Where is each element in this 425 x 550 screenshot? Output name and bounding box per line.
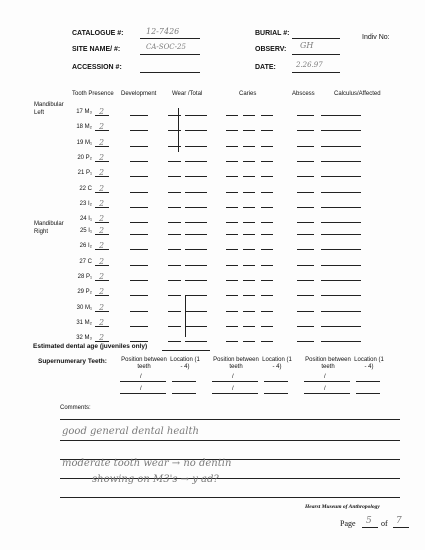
field-line[interactable]	[95, 115, 109, 116]
supernumerary-location-field[interactable]	[264, 393, 288, 394]
field-line[interactable]	[261, 295, 273, 296]
tooth-label: 17 M₃	[76, 109, 92, 115]
field-line[interactable]	[321, 130, 361, 131]
wear-mark-lower	[185, 295, 186, 337]
field-line[interactable]	[321, 311, 361, 312]
slash-separator: /	[324, 374, 326, 380]
tooth-label: 19 M₁	[76, 139, 92, 146]
slash-separator: /	[140, 374, 142, 380]
field-line[interactable]	[321, 207, 361, 208]
field-line[interactable]	[130, 192, 148, 193]
accession-label: ACCESSION #:	[72, 64, 122, 71]
wear-mark-upper	[178, 108, 179, 152]
field-line[interactable]	[226, 176, 238, 177]
field-line[interactable]	[261, 249, 273, 250]
tooth-label: 29 P₂	[77, 289, 92, 296]
field-line[interactable]	[185, 249, 207, 250]
tooth-label: 23 I₂	[79, 200, 92, 207]
field-line[interactable]	[226, 280, 238, 281]
slash-separator: /	[232, 374, 234, 380]
page-label: Page	[340, 519, 356, 528]
field-line[interactable]	[168, 207, 181, 208]
tooth-presence-value: 2	[99, 226, 105, 235]
comment-line-1	[60, 419, 400, 420]
dental-age-line	[162, 350, 210, 351]
page-number: 5	[366, 516, 372, 526]
tooth-label: 32 M₃	[76, 335, 92, 342]
field-line[interactable]	[243, 326, 255, 327]
col-calculus: Calculus/Affected	[334, 91, 381, 97]
field-line[interactable]	[185, 234, 207, 235]
field-line[interactable]	[185, 326, 207, 327]
field-line[interactable]	[297, 192, 314, 193]
tooth-presence-value: 2	[99, 287, 105, 297]
field-line[interactable]	[297, 130, 314, 131]
field-line[interactable]	[185, 115, 207, 116]
field-line[interactable]	[130, 295, 148, 296]
field-line[interactable]	[321, 249, 361, 250]
field-line[interactable]	[130, 176, 148, 177]
dental-age-label: Estimated dental age (juveniles only)	[33, 343, 148, 350]
tooth-label: 31 M₂	[76, 319, 92, 326]
tooth-label: 30 M₁	[76, 304, 92, 311]
burial-label: BURIAL #:	[255, 30, 290, 37]
field-line[interactable]	[226, 326, 238, 327]
field-line[interactable]	[321, 326, 361, 327]
location-header: Location (1 - 4)	[170, 357, 200, 370]
field-line[interactable]	[321, 280, 361, 281]
field-line[interactable]	[261, 192, 273, 193]
section-mandibular-left: Mandibular Left	[34, 102, 64, 116]
field-line[interactable]	[321, 176, 361, 177]
field-line[interactable]	[321, 192, 361, 193]
field-line[interactable]	[168, 222, 181, 223]
field-line[interactable]	[95, 207, 109, 208]
tooth-presence-value: 2	[99, 168, 105, 178]
field-line[interactable]	[261, 234, 273, 235]
location-header: Location (1 - 4)	[354, 357, 384, 370]
field-line[interactable]	[297, 249, 314, 250]
field-line[interactable]	[243, 146, 255, 147]
position-between-teeth-header: Position between teeth	[305, 357, 351, 370]
field-line[interactable]	[168, 265, 181, 266]
field-line[interactable]	[297, 295, 314, 296]
supernumerary-location-field[interactable]	[264, 381, 288, 382]
date-label: DATE:	[255, 64, 276, 71]
field-line[interactable]	[130, 115, 148, 116]
indiv-no-label: Indiv No:	[362, 34, 390, 41]
field-line[interactable]	[95, 234, 109, 235]
field-line[interactable]	[243, 265, 255, 266]
field-line[interactable]	[95, 130, 109, 131]
col-caries: Caries	[239, 91, 257, 97]
field-line[interactable]	[95, 161, 109, 162]
supernumerary-location-field[interactable]	[356, 381, 380, 382]
field-line[interactable]	[95, 326, 109, 327]
field-line[interactable]	[226, 115, 238, 116]
field-line[interactable]	[95, 176, 109, 177]
supernumerary-position-field[interactable]	[212, 381, 258, 382]
field-line[interactable]	[185, 222, 207, 223]
field-line[interactable]	[130, 249, 148, 250]
field-line[interactable]	[185, 130, 207, 131]
field-line[interactable]	[321, 265, 361, 266]
tooth-presence-value: 2	[99, 241, 105, 251]
position-between-teeth-header: Position between teeth	[213, 357, 259, 370]
field-line[interactable]	[95, 249, 109, 250]
field-line[interactable]	[168, 341, 181, 342]
field-line[interactable]	[130, 265, 148, 266]
field-line[interactable]	[226, 207, 238, 208]
catalogue-line	[140, 38, 200, 39]
field-line[interactable]	[168, 249, 181, 250]
site-label: SITE NAME/ #:	[72, 46, 121, 53]
slash-separator: /	[232, 386, 234, 392]
observer-label: OBSERV:	[255, 46, 287, 53]
field-line[interactable]	[168, 311, 181, 312]
col-wear-total: Wear /Total	[172, 91, 203, 97]
tooth-presence-value: 2	[99, 152, 105, 162]
tooth-presence-value: 2	[99, 317, 105, 327]
field-line[interactable]	[185, 280, 207, 281]
field-line[interactable]	[321, 161, 361, 162]
field-line[interactable]	[261, 341, 273, 342]
field-line[interactable]	[130, 311, 148, 312]
field-line[interactable]	[130, 146, 148, 147]
field-line[interactable]	[95, 146, 109, 147]
field-line[interactable]	[297, 326, 314, 327]
field-line[interactable]	[261, 326, 273, 327]
tooth-label: 27 C	[79, 258, 92, 265]
field-line[interactable]	[168, 115, 181, 116]
field-line[interactable]	[321, 234, 361, 235]
field-line[interactable]	[243, 130, 255, 131]
field-line[interactable]	[168, 326, 181, 327]
field-line[interactable]	[297, 341, 314, 342]
field-line[interactable]	[297, 311, 314, 312]
col-development: Development	[121, 91, 157, 97]
supernumerary-label: Supernumerary Teeth:	[38, 358, 107, 365]
field-line[interactable]	[261, 115, 273, 116]
field-line[interactable]	[226, 161, 238, 162]
field-line[interactable]	[130, 341, 148, 342]
field-line[interactable]	[297, 280, 314, 281]
field-line[interactable]	[168, 234, 181, 235]
field-line[interactable]	[226, 249, 238, 250]
field-line[interactable]	[243, 311, 255, 312]
field-line[interactable]	[95, 265, 109, 266]
tooth-presence-value: 2	[99, 122, 105, 132]
field-line[interactable]	[261, 311, 273, 312]
field-line[interactable]	[297, 265, 314, 266]
field-line[interactable]	[243, 176, 255, 177]
field-line[interactable]	[226, 295, 238, 296]
tooth-presence-value: 2	[99, 198, 105, 208]
tooth-presence-value: 2	[99, 333, 105, 343]
field-line[interactable]	[321, 146, 361, 147]
field-line[interactable]	[243, 115, 255, 116]
field-line[interactable]	[261, 265, 273, 266]
field-line[interactable]	[168, 280, 181, 281]
field-line[interactable]	[168, 176, 181, 177]
field-line[interactable]	[95, 341, 109, 342]
position-between-teeth-header: Position between teeth	[121, 357, 167, 370]
field-line[interactable]	[130, 130, 148, 131]
location-header: Location (1 - 4)	[262, 357, 292, 370]
tooth-label: 20 P₂	[77, 154, 92, 161]
comment-line-2	[60, 440, 400, 441]
field-line[interactable]	[185, 146, 207, 147]
field-line[interactable]	[185, 265, 207, 266]
field-line[interactable]	[226, 234, 238, 235]
field-line[interactable]	[261, 146, 273, 147]
field-line[interactable]	[185, 207, 207, 208]
tooth-presence-value: 2	[99, 183, 105, 193]
observer-line	[292, 54, 340, 55]
tooth-label: 21 P₁	[77, 170, 92, 177]
field-line[interactable]	[243, 234, 255, 235]
field-line[interactable]	[243, 222, 255, 223]
field-line[interactable]	[95, 311, 109, 312]
tooth-presence-value: 2	[99, 137, 105, 147]
page-total-line	[393, 527, 409, 528]
tooth-label: 25 I₁	[79, 228, 92, 234]
field-line[interactable]	[95, 222, 109, 223]
field-line[interactable]	[261, 161, 273, 162]
field-line[interactable]	[185, 311, 207, 312]
field-line[interactable]	[261, 176, 273, 177]
comment-text-3: showing on M3's → y ad?	[92, 474, 219, 485]
tooth-label: 24 I₁	[79, 216, 92, 223]
col-abscess: Abscess	[292, 91, 315, 97]
field-line[interactable]	[243, 295, 255, 296]
comment-text-1: good general dental health	[62, 426, 199, 437]
field-line[interactable]	[261, 130, 273, 131]
field-line[interactable]	[297, 222, 314, 223]
field-line[interactable]	[130, 207, 148, 208]
field-line[interactable]	[321, 341, 361, 342]
field-line[interactable]	[321, 222, 361, 223]
field-line[interactable]	[185, 176, 207, 177]
field-line[interactable]	[168, 146, 181, 147]
field-line[interactable]	[226, 222, 238, 223]
field-line[interactable]	[95, 280, 109, 281]
museum-name: Hearst Museum of Anthropology	[305, 504, 380, 510]
of-label: of	[381, 519, 388, 528]
site-line	[140, 54, 200, 55]
field-line[interactable]	[226, 311, 238, 312]
supernumerary-position-field[interactable]	[304, 381, 350, 382]
comments-label: Comments:	[60, 405, 91, 411]
col-tooth-presence: Tooth Presence	[72, 91, 114, 97]
supernumerary-location-field[interactable]	[356, 393, 380, 394]
tooth-label: 22 C	[79, 185, 92, 192]
field-line[interactable]	[297, 161, 314, 162]
tooth-label: 18 M₂	[76, 124, 92, 131]
supernumerary-position-field[interactable]	[212, 393, 258, 394]
supernumerary-position-field[interactable]	[304, 393, 350, 394]
comment-line-5	[60, 497, 400, 498]
field-line[interactable]	[243, 161, 255, 162]
slash-separator: /	[324, 386, 326, 392]
field-line[interactable]	[168, 192, 181, 193]
field-line[interactable]	[168, 295, 181, 296]
field-line[interactable]	[261, 222, 273, 223]
field-line[interactable]	[185, 161, 207, 162]
slash-separator: /	[140, 386, 142, 392]
field-line[interactable]	[226, 130, 238, 131]
field-line[interactable]	[185, 192, 207, 193]
supernumerary-position-field[interactable]	[120, 393, 166, 394]
date-value: 2.26.97	[296, 61, 323, 69]
field-line[interactable]	[226, 192, 238, 193]
tooth-presence-value: 2	[99, 302, 105, 312]
tooth-presence-value: 2	[99, 256, 105, 266]
field-line[interactable]	[185, 341, 207, 342]
field-line[interactable]	[243, 192, 255, 193]
field-line[interactable]	[95, 192, 109, 193]
page-total: 7	[396, 516, 402, 526]
field-line[interactable]	[130, 326, 148, 327]
field-line[interactable]	[130, 234, 148, 235]
tooth-presence-value: 2	[99, 214, 105, 224]
field-line[interactable]	[297, 234, 314, 235]
field-line[interactable]	[261, 280, 273, 281]
section-mandibular-right: Mandibular Right	[34, 221, 64, 235]
catalogue-label: CATALOGUE #:	[72, 30, 124, 37]
field-line[interactable]	[243, 341, 255, 342]
field-line[interactable]	[321, 115, 361, 116]
comment-text-2: moderate tooth wear → no dentin	[62, 458, 232, 469]
field-line[interactable]	[243, 207, 255, 208]
accession-line	[140, 72, 200, 73]
burial-line	[292, 38, 340, 39]
field-line[interactable]	[226, 146, 238, 147]
date-line	[292, 72, 340, 73]
field-line[interactable]	[95, 295, 109, 296]
field-line[interactable]	[243, 249, 255, 250]
supernumerary-position-field[interactable]	[120, 381, 166, 382]
tooth-presence-value: 2	[99, 107, 105, 116]
field-line[interactable]	[297, 176, 314, 177]
field-line[interactable]	[226, 341, 238, 342]
field-line[interactable]	[185, 295, 207, 296]
supernumerary-location-field[interactable]	[172, 393, 196, 394]
field-line[interactable]	[297, 146, 314, 147]
tooth-label: 28 P₁	[77, 273, 92, 280]
catalogue-value: 12-7426	[146, 27, 180, 36]
field-line[interactable]	[168, 130, 181, 131]
field-line[interactable]	[243, 280, 255, 281]
field-line[interactable]	[130, 222, 148, 223]
field-line[interactable]	[321, 295, 361, 296]
field-line[interactable]	[130, 280, 148, 281]
field-line[interactable]	[226, 265, 238, 266]
field-line[interactable]	[130, 161, 148, 162]
site-value: CA-SOC-25	[146, 43, 186, 51]
field-line[interactable]	[261, 207, 273, 208]
tooth-label: 26 I₂	[79, 243, 92, 250]
tooth-presence-value: 2	[99, 271, 105, 281]
observer-value: GH	[300, 41, 314, 50]
page-number-line	[362, 527, 378, 528]
field-line[interactable]	[297, 115, 314, 116]
field-line[interactable]	[297, 207, 314, 208]
field-line[interactable]	[168, 161, 181, 162]
supernumerary-location-field[interactable]	[172, 381, 196, 382]
